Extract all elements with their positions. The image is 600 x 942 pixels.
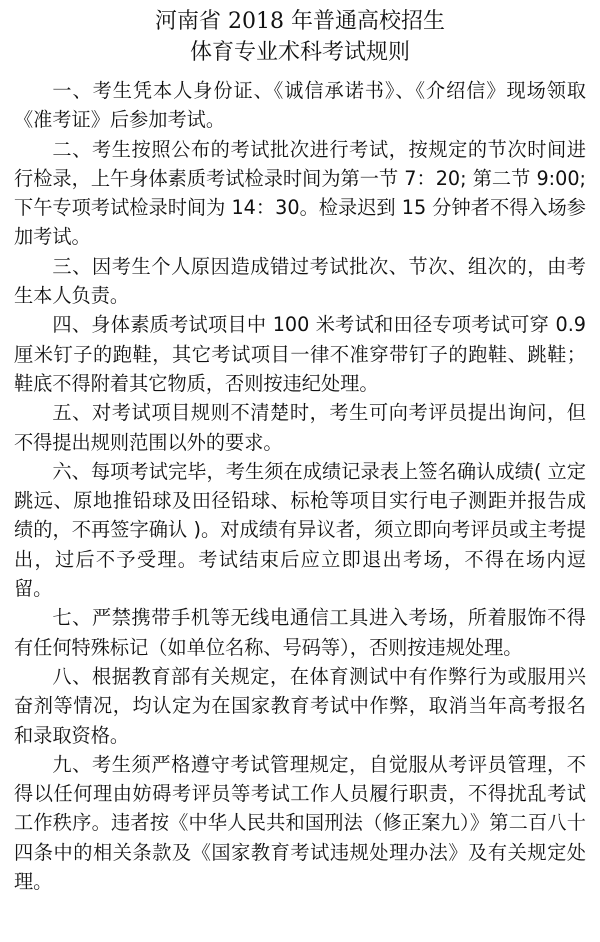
document-title bbox=[14, 6, 586, 68]
rule-5: 五、对考试项目规则不清楚时，考生可向考评员提出询问，但不得提出规则范围以外的要求。 bbox=[14, 401, 586, 454]
rule-8: 八、根据教育部有关规定，在体育测试中有作弊行为或服用兴奋剂等情况，均认定为在国家教育考试中作弊，取消当年高考报名和录取资格。 bbox=[14, 664, 586, 747]
title-line-2: 体育专业术科考试规则 bbox=[189, 40, 410, 65]
rules-list bbox=[14, 76, 586, 896]
title-line-1: 河南省 2018 年普通高校招生 bbox=[155, 9, 445, 34]
rule-2: 二、考生按照公布的考试批次进行考试，按规定的节次时间进行检录，上午身体素质考试检录时间为第一节 7：20; 第二节 9:00;下午专项考试检录时间为 14：30。检录迟到 15 分钟者不得入场参加考试。 bbox=[14, 137, 586, 249]
rule-4: 四、身体素质考试项目中 100 米考试和田径专项考试可穿 0.9 厘米钉子的跑鞋，其它考试项目一律不准穿带钉子的跑鞋、跳鞋；鞋底不得附着其它物质，否则按违纪处理。 bbox=[14, 313, 586, 395]
rule-7: 七、严禁携带手机等无线电通信工具进入考场，所着服饰不得有任何特殊标记（如单位名称、号码等），否则按违规处理。 bbox=[14, 606, 586, 659]
rule-9: 九、考生须严格遵守考试管理规定，自觉服从考评员管理，不得以任何理由妨碍考评员等考试工作人员履行职责，不得扰乱考试工作秩序。违者按《中华人民共和国刑法（修正案九）》第二百八十四条中的相关条款及《国家教育考试违规处理办法》及有关规定处理。 bbox=[14, 752, 586, 894]
rule-3: 三、因考生个人原因造成错过考试批次、节次、组次的，由考生本人负责。 bbox=[14, 254, 586, 308]
rule-6: 六、每项考试完毕，考生须在成绩记录表上签名确认成绩( 立定跳远、原地推铅球及田径铅球、标枪等项目实行电子测距并报告成绩的，不再签字确认 )。对成绩有异议者，须立即向考评员或主考提出，过后不予受理。考试结束后应立即退出考场，不得在场内逗留。 bbox=[14, 459, 586, 601]
rule-1: 一、考生凭本人身份证、《诚信承诺书》、《介绍信》现场领取《准考证》后参加考试。 bbox=[14, 79, 586, 132]
